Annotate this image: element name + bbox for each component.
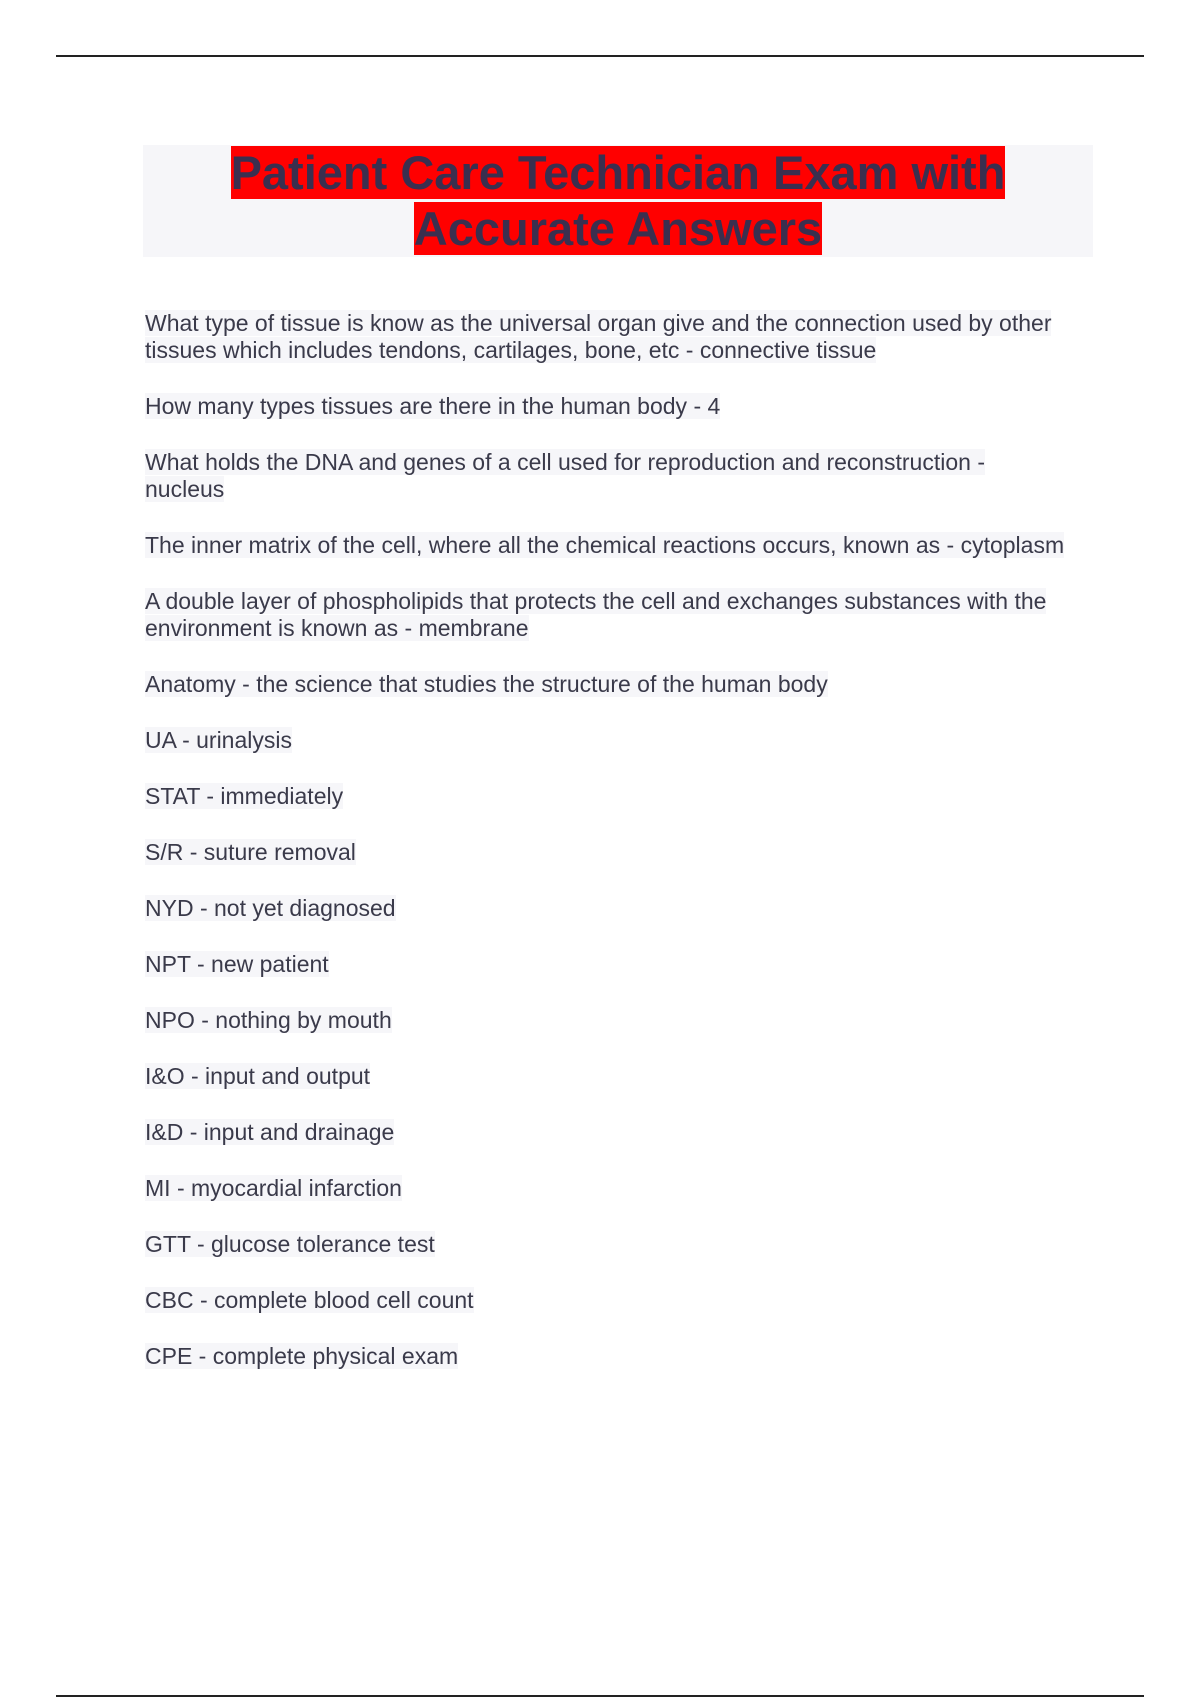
qa-item-text: The inner matrix of the cell, where all the chemical reactions occurs, known as - cytoplasm xyxy=(145,532,1065,558)
qa-item-text: CBC - complete blood cell count xyxy=(145,1287,474,1313)
qa-item xyxy=(145,895,1065,922)
qa-item-text: NYD - not yet diagnosed xyxy=(145,895,396,921)
qa-item xyxy=(145,588,1065,642)
qa-item-text: S/R - suture removal xyxy=(145,839,356,865)
qa-item xyxy=(145,951,1065,978)
qa-item xyxy=(145,393,1065,420)
qa-item xyxy=(145,1231,1065,1258)
header-rule xyxy=(56,55,1144,57)
qa-item-text: UA - urinalysis xyxy=(145,727,292,753)
qa-item-text: Anatomy - the science that studies the structure of the human body xyxy=(145,671,828,697)
qa-item xyxy=(145,1175,1065,1202)
qa-item xyxy=(145,727,1065,754)
document-title: Patient Care Technician Exam with Accurate Answers xyxy=(230,146,1006,255)
qa-item-text: NPO - nothing by mouth xyxy=(145,1007,392,1033)
qa-item-text: NPT - new patient xyxy=(145,951,329,977)
qa-item-text: I&O - input and output xyxy=(145,1063,371,1089)
qa-item-text: CPE - complete physical exam xyxy=(145,1343,459,1369)
qa-item xyxy=(145,532,1065,559)
qa-item-text: What type of tissue is know as the universal organ give and the connection used by other tissues which includes tendons, cartilages, bone, etc - connective tissue xyxy=(145,310,1052,363)
qa-item xyxy=(145,1343,1065,1370)
qa-item-text: A double layer of phospholipids that protects the cell and exchanges substances with the environment is known as - membrane xyxy=(145,588,1047,641)
qa-list xyxy=(145,310,1065,1399)
qa-item-text: How many types tissues are there in the human body - 4 xyxy=(145,393,721,419)
qa-item xyxy=(145,1007,1065,1034)
footer-rule xyxy=(56,1695,1144,1697)
qa-item xyxy=(145,783,1065,810)
qa-item xyxy=(145,310,1065,364)
qa-item-text: GTT - glucose tolerance test xyxy=(145,1231,435,1257)
qa-item-text: STAT - immediately xyxy=(145,783,344,809)
qa-item-text: What holds the DNA and genes of a cell used for reproduction and reconstruction - nucleus xyxy=(145,449,985,502)
qa-item xyxy=(145,671,1065,698)
qa-item xyxy=(145,449,1065,503)
qa-item-text: MI - myocardial infarction xyxy=(145,1175,402,1201)
qa-item xyxy=(145,1287,1065,1314)
qa-item-text: I&D - input and drainage xyxy=(145,1119,395,1145)
qa-item xyxy=(145,1063,1065,1090)
qa-item xyxy=(145,1119,1065,1146)
qa-item xyxy=(145,839,1065,866)
title-banner xyxy=(143,145,1093,257)
